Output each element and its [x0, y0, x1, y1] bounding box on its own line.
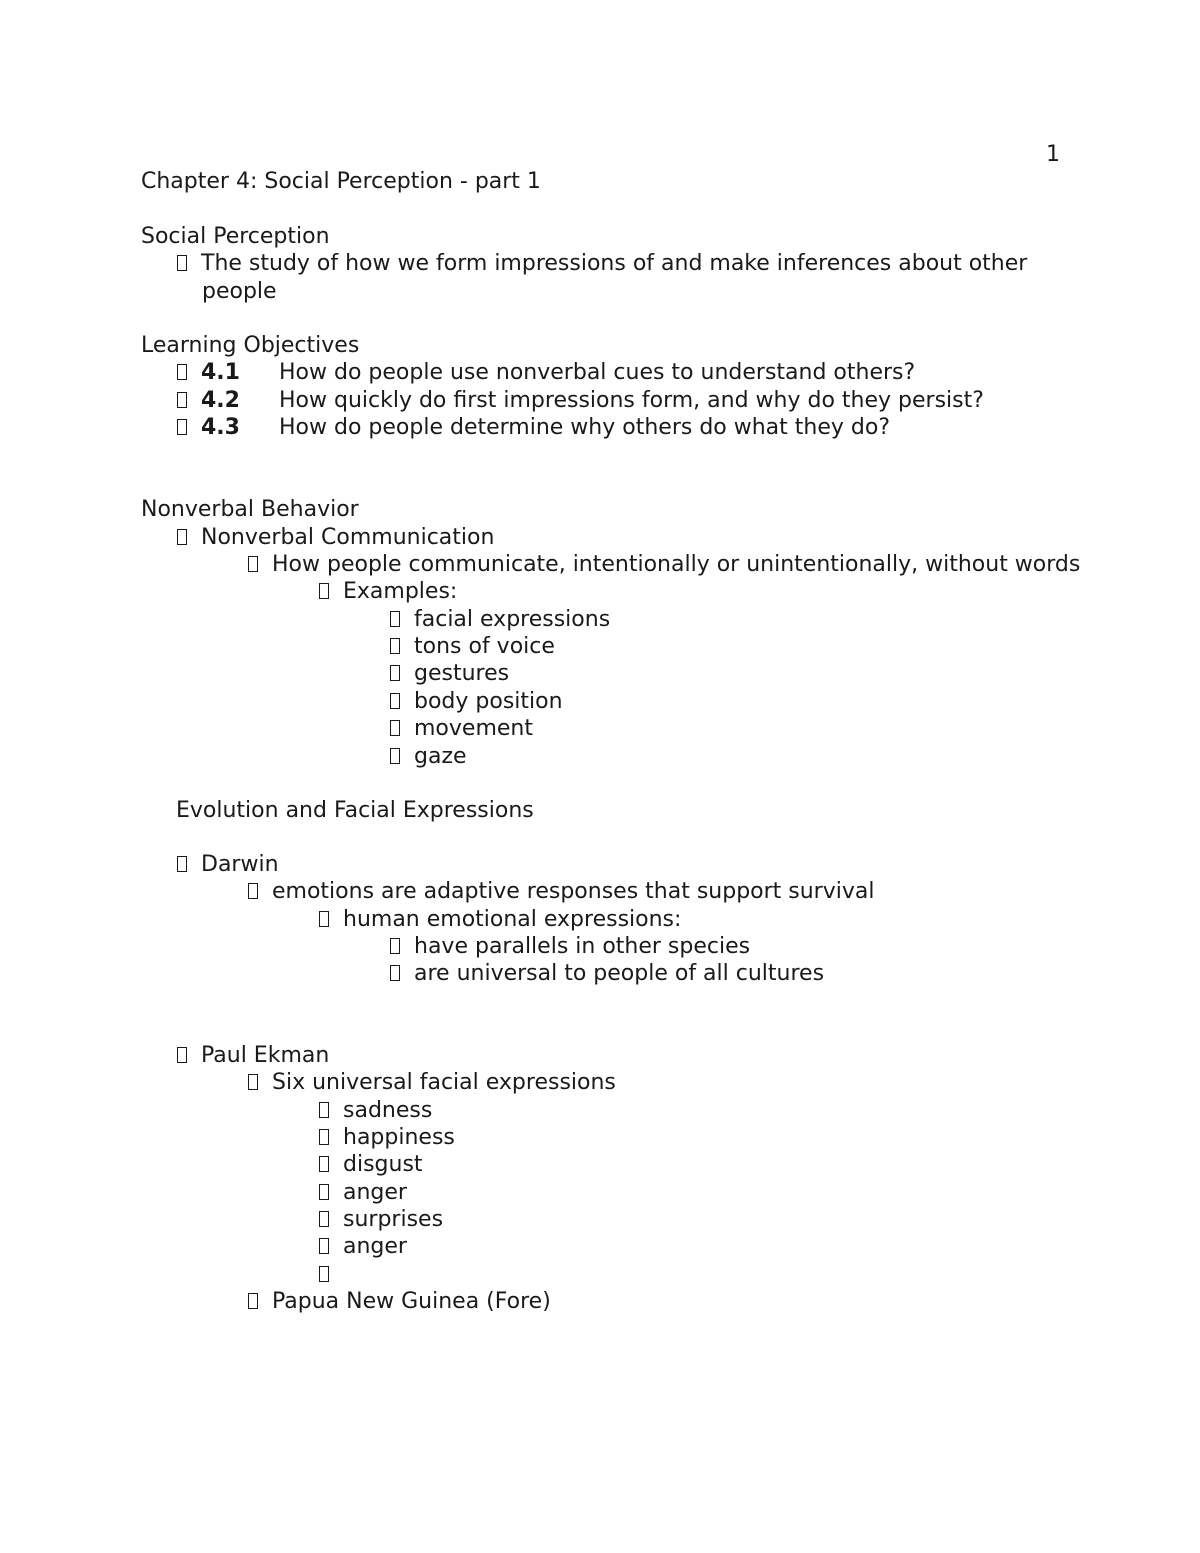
bullet-icon [390, 938, 400, 954]
darwin-point: emotions are adaptive responses that support survival [248, 878, 874, 906]
evolution-heading: Evolution and Facial Expressions [176, 798, 534, 823]
objective-item: 4.2 How quickly do first impressions form, and why do they persist? [177, 387, 984, 415]
bullet-icon [248, 1074, 258, 1090]
bullet-icon [177, 419, 187, 435]
expression-item: anger [319, 1233, 407, 1261]
bullet-icon [177, 364, 187, 380]
learning-objectives-heading: Learning Objectives [141, 333, 360, 358]
bullet-icon [177, 392, 187, 408]
objective-item: 4.3 How do people determine why others do what they do? [177, 414, 890, 442]
bullet-icon [390, 720, 400, 736]
bullet-icon [319, 1156, 329, 1172]
bullet-icon [177, 856, 187, 872]
bullet-icon [319, 1266, 329, 1282]
objective-item: 4.1 How do people use nonverbal cues to understand others? [177, 359, 915, 387]
bullet-icon [319, 911, 329, 927]
bullet-icon [319, 1184, 329, 1200]
nonverbal-definition: How people communicate, intentionally or unintentionally, without words [248, 551, 1080, 579]
expression-item-empty [319, 1261, 343, 1289]
example-item: gestures [390, 660, 509, 688]
bullet-icon [390, 638, 400, 654]
page-number: 1 [1046, 142, 1060, 167]
social-perception-definition-cont: people [202, 279, 277, 304]
bullet-icon [390, 748, 400, 764]
examples-label: Examples: [319, 578, 457, 606]
six-expressions: Six universal facial expressions [248, 1069, 616, 1097]
example-item: movement [390, 715, 533, 743]
chapter-title: Chapter 4: Social Perception - part 1 [141, 169, 541, 194]
bullet-icon [319, 1102, 329, 1118]
expression-item: anger [319, 1179, 407, 1207]
social-perception-heading: Social Perception [141, 224, 330, 249]
social-perception-definition: The study of how we form impressions of and make inferences about other [177, 250, 1027, 278]
human-point: are universal to people of all cultures [390, 960, 824, 988]
bullet-icon [319, 1129, 329, 1145]
bullet-icon [390, 693, 400, 709]
example-item: facial expressions [390, 606, 610, 634]
bullet-icon [177, 255, 187, 271]
ekman-item: Paul Ekman [177, 1042, 329, 1070]
human-expressions: human emotional expressions: [319, 906, 681, 934]
example-item: body position [390, 688, 563, 716]
expression-item: happiness [319, 1124, 455, 1152]
expression-item: surprises [319, 1206, 443, 1234]
bullet-icon [248, 1293, 258, 1309]
darwin-item: Darwin [177, 851, 279, 879]
expression-item: disgust [319, 1151, 423, 1179]
example-item: tons of voice [390, 633, 555, 661]
bullet-icon [319, 1211, 329, 1227]
human-point: have parallels in other species [390, 933, 750, 961]
bullet-icon [177, 1047, 187, 1063]
bullet-icon [319, 583, 329, 599]
bullet-icon [177, 529, 187, 545]
bullet-icon [248, 883, 258, 899]
bullet-icon [390, 665, 400, 681]
example-item: gaze [390, 743, 467, 771]
papua-item: Papua New Guinea (Fore) [248, 1288, 551, 1316]
bullet-icon [319, 1238, 329, 1254]
expression-item: sadness [319, 1097, 432, 1125]
nonverbal-heading: Nonverbal Behavior [141, 497, 359, 522]
bullet-icon [248, 556, 258, 572]
bullet-icon [390, 611, 400, 627]
bullet-icon [390, 965, 400, 981]
nonverbal-sub: Nonverbal Communication [177, 524, 494, 552]
